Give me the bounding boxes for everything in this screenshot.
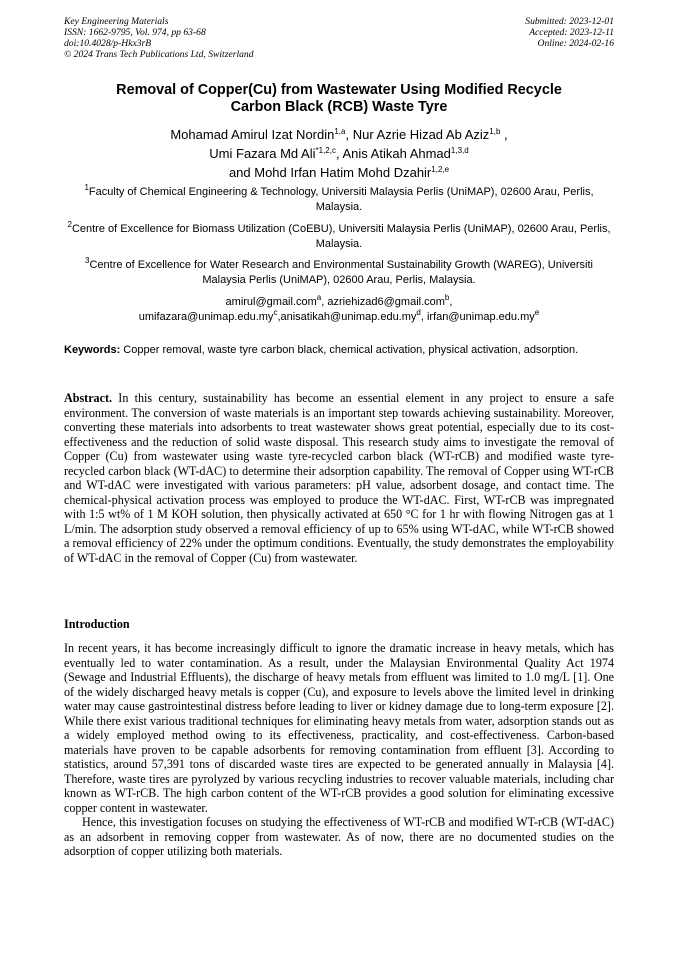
affiliation-text: Faculty of Chemical Engineering & Technology, Universiti Malaysia Perlis (UniMAP), 02600 Arau, Perlis, Malaysia. — [88, 186, 594, 213]
email-mark: b — [444, 293, 450, 302]
affiliation-number: 2 — [67, 220, 72, 229]
email-mark: c — [273, 307, 278, 317]
author-affiliation-mark: 1,a — [334, 127, 346, 136]
author-name: Nur Azrie Hizad Ab Aziz — [352, 127, 490, 142]
abstract — [64, 391, 614, 565]
abstract-text: In this century, sustainability has become an essential element in any project to ensure a safe environment. The conversion of waste materials is an important step towards achieving sustainability. Moreover, converting these materials into adsorbents to treat wastewater shows great potential, especially due to its cost-effectiveness and the reduction of solid waste disposal. This research study aims to investigate the removal of Copper (Cu) from wastewater using waste tyre-recycled carbon black (WT-rCB) and modified waste tyre-recycled carbon black (WT-dAC) to determine their adsorption capability. The removal of Copper using WT-rCB and WT-dAC were investigated with various parameters: pH value, adsorbent dosage, and contact time. The chemical-physical activation process was employed to produce the WT-dAC. First, WT-rCB was impregnated with 1:5 wt% of 1 M KOH solution, then physically activated at 650 °C for 1 hr with flowing Nitrogen gas at 1 L/min. The adsorption study observed a removal efficiency of up to 65% using WT-dAC, while WT-rCB showed a removal efficiency of 22% under the optimum conditions. Eventually, the study demonstrates the employability of WT-dAC in the removal of Copper (Cu) from wastewater. — [64, 391, 614, 565]
journal-info — [64, 16, 254, 60]
email-line-2 — [64, 307, 614, 325]
title-line-1: Removal of Copper(Cu) from Wastewater Using Modified Recycle — [116, 82, 562, 98]
accepted-date: Accepted: 2023-12-11 — [529, 27, 614, 38]
abstract-label: Abstract. — [64, 391, 113, 405]
email-separator: , — [321, 296, 328, 308]
journal-doi: doi:10.4028/p-Hkx3rB — [64, 38, 152, 49]
paragraph: Hence, this investigation focuses on studying the effectiveness of WT-rCB and modified WT-rCB (WT-dAC) as an adsorbent in removing copper from wastewater. As of now, there are no documented studies on the adsorption of copper utilizing both materials. — [64, 815, 614, 858]
author-affiliation-mark: 1,2,e — [431, 165, 450, 174]
journal-copyright: © 2024 Trans Tech Publications Ltd, Switzerland — [64, 49, 254, 60]
affiliation-1 — [64, 185, 614, 214]
publication-dates — [525, 16, 614, 49]
email-address: amirul@gmail.com — [225, 296, 317, 308]
affiliation-number: 3 — [85, 256, 90, 265]
affiliation-number: 1 — [84, 183, 89, 192]
author-name: Mohamad Amirul Izat Nordin — [170, 127, 335, 142]
email-separator: , — [449, 296, 453, 308]
author-affiliation-mark: 1,3,d — [450, 146, 469, 155]
author-name: Mohd Irfan Hatim Mohd Dzahir — [254, 165, 432, 180]
submitted-date: Submitted: 2023-12-01 — [525, 16, 614, 27]
section-heading-introduction: Introduction — [64, 617, 130, 631]
journal-issn: ISSN: 1662-9795, Vol. 974, pp 63-68 — [64, 27, 206, 38]
email-mark: d — [416, 307, 421, 317]
email-mark: e — [534, 307, 540, 317]
affiliation-text: Centre of Excellence for Water Research and Environmental Sustainability Growth (WAREG), Universiti Malaysia Perlis (UniMAP), 02600 Arau, Perlis, Malaysia. — [89, 259, 593, 286]
paragraph: In recent years, it has become increasingly difficult to ignore the dramatic increase in heavy metals, which has eventually led to water contamination. As a result, under the Malaysian Environmental Quality Act 1974 (Sewage and Industrial Effluents), the discharge of heavy metals from effluent was limited to 1.0 mg/L [1]. One of the widely discharged heavy metals is copper (Cu), and exposure to levels above the limited level in drinking water may cause gastrointestinal distress before leading to liver or kidney damage due to long-term exposure [2]. While there exist various traditional techniques for eliminating heavy metals from water, adsorption stands out as a widely employed method owing to its effectiveness, practicality, and cost-effectiveness. Carbon-based materials have proven to be capable adsorbents for removing contamination from effluent [3]. According to statistics, around 57,391 tons of discarded waste tires are expected to be generated annually in Malaysia [4]. Therefore, waste tires are pyrolyzed by various recycling industries to recover valuable materials, including char known as WT-rCB. The high carbon content of the WT-rCB provides a good solution for eliminating excessive copper content in wastewater. — [64, 641, 614, 815]
author-affiliation-mark: *1,2,c — [315, 146, 336, 155]
author-line-1 — [64, 125, 614, 144]
author-emails — [64, 295, 614, 324]
author-separator: , — [345, 127, 353, 142]
email-address: irfan@unimap.edu.my — [426, 310, 535, 323]
affiliation-3 — [64, 258, 614, 287]
keywords-label: Keywords: — [64, 344, 121, 356]
keywords-text: Copper removal, waste tyre carbon black, chemical activation, physical activation, adsorption. — [120, 344, 579, 356]
email-line-1 — [64, 295, 614, 310]
online-date: Online: 2024-02-16 — [537, 38, 614, 49]
author-name: Anis Atikah Ahmad — [342, 146, 451, 161]
journal-name: Key Engineering Materials — [64, 16, 169, 27]
email-separator: , — [277, 310, 281, 323]
author-list — [64, 125, 614, 182]
keywords — [64, 343, 614, 358]
author-affiliation-mark: 1,b — [489, 127, 501, 136]
email-separator: , — [420, 310, 427, 323]
email-address: azriehizad6@gmail.com — [327, 296, 445, 308]
author-separator: , — [500, 127, 508, 142]
author-name: Umi Fazara Md Ali — [209, 146, 316, 161]
email-address: anisatikah@unimap.edu.my — [280, 310, 417, 323]
email-mark: a — [316, 293, 322, 302]
title-line-2: Carbon Black (RCB) Waste Tyre — [230, 99, 448, 115]
author-line-2 — [64, 144, 614, 163]
affiliation-2 — [64, 222, 614, 251]
author-conjunction: and — [228, 165, 255, 180]
introduction-body — [64, 641, 614, 859]
author-line-3 — [64, 163, 614, 182]
author-separator: , — [335, 146, 343, 161]
paper-title — [64, 82, 614, 116]
email-address: umifazara@unimap.edu.my — [138, 310, 274, 323]
affiliation-text: Centre of Excellence for Biomass Utilization (CoEBU), Universiti Malaysia Perlis (UniMAP), 02600 Arau, Perlis, Malaysia. — [71, 223, 611, 250]
